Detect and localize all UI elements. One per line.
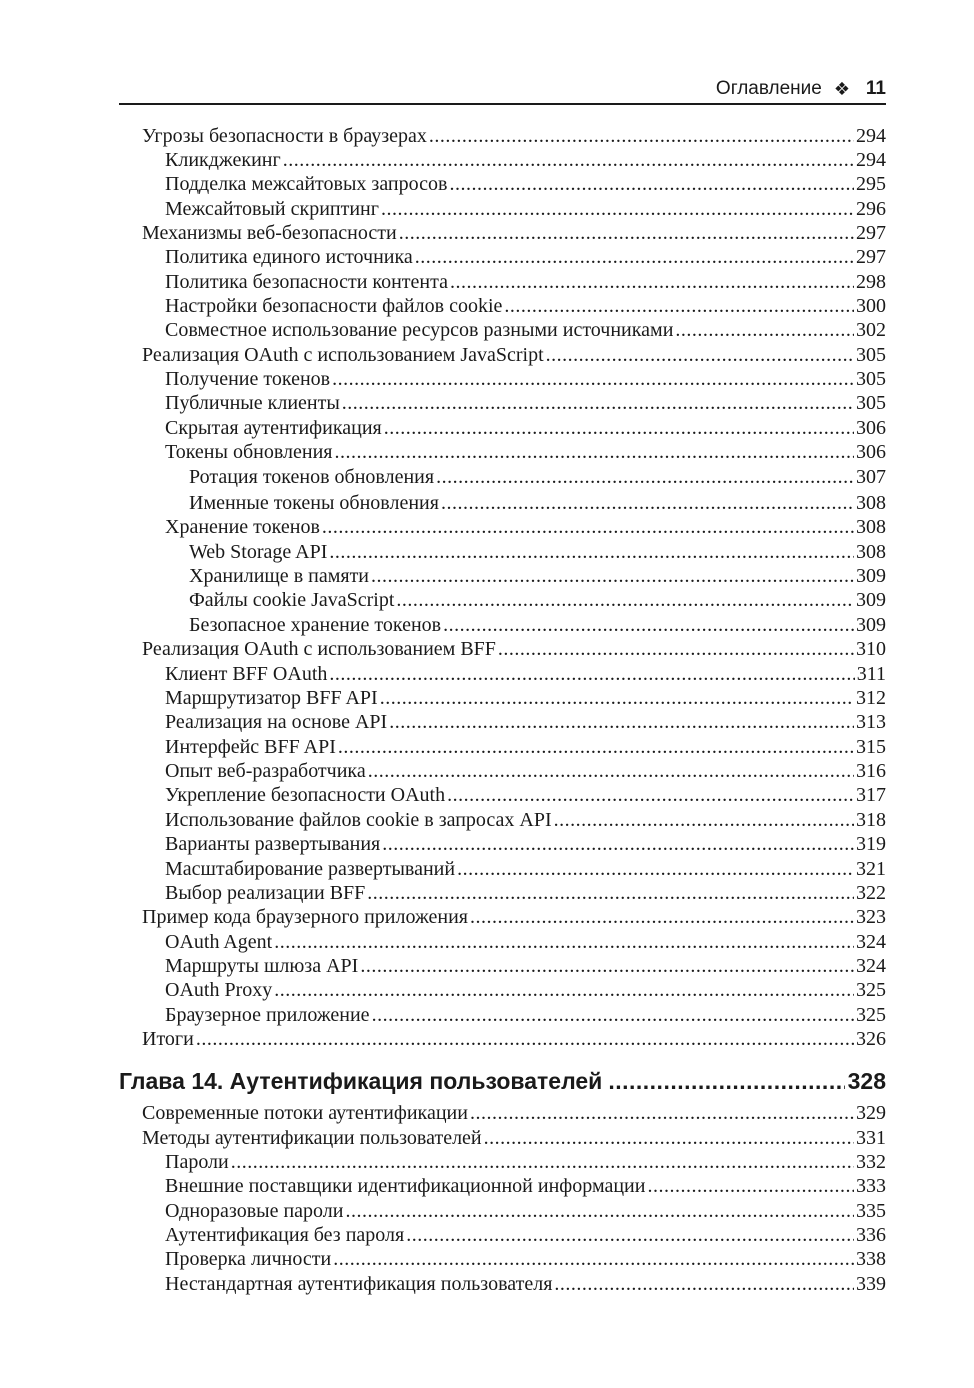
toc-entry-page: 309: [856, 614, 886, 636]
toc-entry-page: 295: [856, 173, 886, 195]
toc-entry-title: Хранение токенов: [165, 516, 320, 538]
toc-entry-page: 336: [856, 1224, 886, 1246]
toc-entry-page: 325: [856, 979, 886, 1001]
toc-entry[interactable]: [142, 637, 886, 661]
toc-entry-title: Выбор реализации BFF: [165, 882, 366, 904]
toc-entry[interactable]: [142, 343, 886, 367]
toc-entry[interactable]: [165, 783, 886, 807]
toc-entry-page: 309: [856, 589, 886, 611]
toc-entry-page: 305: [856, 344, 886, 366]
toc-entry-page: 316: [856, 760, 886, 782]
toc-entry-title: Интерфейс BFF API: [165, 736, 336, 758]
toc-entry-title: Маршруты шлюза API: [165, 955, 359, 977]
dot-leader: [546, 343, 854, 367]
toc-entry-title: Скрытая аутентификация: [165, 417, 382, 439]
dot-leader: [322, 515, 854, 539]
toc-entry-page: 318: [856, 809, 886, 831]
toc-entry[interactable]: [142, 1027, 886, 1051]
toc-entry-title: Политика безопасности контента: [165, 271, 448, 293]
toc-entry[interactable]: [165, 1199, 886, 1223]
toc-entry[interactable]: [165, 270, 886, 294]
toc-entry-title: Кликджекинг: [165, 149, 281, 171]
toc-entry-title: Безопасное хранение токенов: [189, 614, 442, 636]
dot-leader: [450, 270, 854, 294]
toc-entry-title: Ротация токенов обновления: [189, 466, 435, 488]
toc-entry[interactable]: [165, 1223, 886, 1247]
toc-entry-title: OAuth Proxy: [165, 979, 273, 1001]
dot-leader: [368, 759, 854, 783]
toc-entry-title: Внешние поставщики идентификационной информации: [165, 1175, 646, 1197]
toc-entry[interactable]: [165, 515, 886, 539]
toc-entry[interactable]: [165, 245, 886, 269]
toc-entry-page: 294: [856, 125, 886, 147]
toc-entry-title: Подделка межсайтовых запросов: [165, 173, 448, 195]
dot-leader: [360, 954, 854, 978]
toc-entry[interactable]: [142, 1101, 886, 1125]
toc-entry-title: Клиент BFF OAuth: [165, 663, 328, 685]
dot-leader: [332, 367, 854, 391]
dot-leader: [396, 588, 854, 612]
toc-entry-title: Файлы cookie JavaScript: [189, 589, 395, 611]
dot-leader: [457, 857, 854, 881]
toc-entry-title: Итоги: [142, 1028, 194, 1050]
dot-leader: [372, 1003, 854, 1027]
dot-leader: [329, 662, 854, 686]
toc-entry-page: 331: [856, 1127, 886, 1149]
dot-leader: [436, 465, 854, 489]
dot-leader: [334, 440, 854, 464]
toc-entry[interactable]: [165, 197, 886, 221]
dot-leader: [382, 832, 854, 856]
toc-entry[interactable]: [165, 686, 886, 710]
toc-entry-page: 329: [856, 1102, 886, 1124]
toc-entry[interactable]: [165, 710, 886, 734]
toc-entry-page: 317: [856, 784, 886, 806]
dot-leader: [389, 710, 854, 734]
toc-entry-page: 297: [856, 246, 886, 268]
toc-entry[interactable]: [165, 1247, 886, 1271]
dot-leader: [384, 416, 854, 440]
toc-entry-title: Браузерное приложение: [165, 1004, 370, 1026]
toc-entry[interactable]: [165, 1272, 886, 1296]
toc-entry[interactable]: [165, 662, 886, 686]
toc-entry-page: 309: [856, 565, 886, 587]
dot-leader: [554, 808, 854, 832]
toc-entry-page: 319: [856, 833, 886, 855]
toc-entry-title: Политика единого источника: [165, 246, 413, 268]
toc-entry-page: 323: [856, 906, 886, 928]
toc-entry-title: Методы аутентификации пользователей: [142, 1127, 482, 1149]
toc-entry[interactable]: [165, 318, 886, 342]
ornament-icon: ❖: [833, 79, 850, 99]
toc-entry-title: Пример кода браузерного приложения: [142, 906, 469, 928]
toc-entry-title: Маршрутизатор BFF API: [165, 687, 378, 709]
dot-leader: [415, 245, 854, 269]
dot-leader: [283, 148, 854, 172]
toc-entry[interactable]: [165, 391, 886, 415]
dot-leader: [470, 1101, 854, 1125]
dot-leader: [447, 783, 854, 807]
toc-entry[interactable]: [165, 930, 886, 954]
dot-leader: [380, 686, 854, 710]
toc-entry-page: 324: [856, 955, 886, 977]
toc-entry[interactable]: [165, 440, 886, 464]
toc-entry-title: Угрозы безопасности в браузерах: [142, 125, 427, 147]
toc-entry-title: Реализация OAuth с использованием BFF: [142, 638, 496, 660]
toc-entry-page: 311: [856, 663, 886, 685]
dot-leader: [647, 1174, 854, 1198]
toc-entry[interactable]: [189, 491, 886, 515]
toc-entry[interactable]: [165, 857, 886, 881]
toc-entry-page: 308: [856, 541, 886, 563]
toc-entry-page: 325: [856, 1004, 886, 1026]
toc-entry-title: Масштабирование развертываний: [165, 858, 456, 880]
toc-entry-title: Web Storage API: [189, 541, 328, 563]
toc-entry[interactable]: [165, 759, 886, 783]
dot-leader: [470, 905, 854, 929]
dot-leader: [399, 221, 854, 245]
dot-leader: [441, 491, 854, 515]
dot-leader: [345, 1199, 854, 1223]
toc-entry-page: 300: [856, 295, 886, 317]
toc-entry-page: 305: [856, 392, 886, 414]
dot-leader: [333, 1247, 854, 1271]
toc-entry-page: 335: [856, 1200, 886, 1222]
toc-entry[interactable]: [189, 465, 886, 489]
toc-entry-page: 294: [856, 149, 886, 171]
dot-leader: [498, 637, 854, 661]
toc-entry[interactable]: [165, 148, 886, 172]
toc-entry-title: Именные токены обновления: [189, 492, 439, 514]
toc-entry-title: Использование файлов cookie в запросах API: [165, 809, 552, 831]
toc-entry[interactable]: [165, 294, 886, 318]
toc-entry-page: 333: [856, 1175, 886, 1197]
toc-entry-title: OAuth Agent: [165, 931, 273, 953]
toc-entry-page: 310: [856, 638, 886, 660]
toc-entry-page: 306: [856, 441, 886, 463]
toc-entry-page: 308: [856, 516, 886, 538]
dot-leader: [367, 881, 854, 905]
chapter-heading[interactable]: [119, 1067, 886, 1095]
toc-entry[interactable]: [142, 124, 886, 148]
toc-entry-page: 308: [856, 492, 886, 514]
toc-entry-page: 324: [856, 931, 886, 953]
toc-entry[interactable]: [189, 613, 886, 637]
toc-entry-title: Межсайтовый скриптинг: [165, 198, 379, 220]
toc-entry-page: 326: [856, 1028, 886, 1050]
dot-leader: [342, 391, 854, 415]
dot-leader: [196, 1027, 854, 1051]
toc-entry[interactable]: [165, 1150, 886, 1174]
toc-entry[interactable]: [165, 808, 886, 832]
toc-entry-title: Одноразовые пароли: [165, 1200, 344, 1222]
toc-entry-title: Варианты развертывания: [165, 833, 381, 855]
dot-leader: [329, 540, 854, 564]
toc-entry[interactable]: [142, 905, 886, 929]
toc-entry-page: 315: [856, 736, 886, 758]
dot-leader: [406, 1223, 854, 1247]
toc-entry-title: Реализация на основе API: [165, 711, 388, 733]
dot-leader: [675, 318, 854, 342]
dot-leader: [554, 1272, 854, 1296]
toc-entry-title: Пароли: [165, 1151, 229, 1173]
toc-entry-page: 312: [856, 687, 886, 709]
toc-entry-title: Публичные клиенты: [165, 392, 340, 414]
dot-leader: [504, 294, 854, 318]
header-title: Оглавление: [715, 78, 822, 99]
toc-entry[interactable]: [165, 1003, 886, 1027]
toc-entry[interactable]: [165, 881, 886, 905]
toc-entry-page: 339: [856, 1273, 886, 1295]
toc-entry-page: 298: [856, 271, 886, 293]
toc-entry-page: 338: [856, 1248, 886, 1270]
toc-entry[interactable]: [189, 564, 886, 588]
dot-leader: [443, 613, 854, 637]
toc-entry-page: 305: [856, 368, 886, 390]
toc-entry-title: Современные потоки аутентификации: [142, 1102, 468, 1124]
dot-leader: [231, 1150, 854, 1174]
dot-leader: [274, 978, 854, 1002]
toc-entry-page: 306: [856, 417, 886, 439]
dot-leader: [338, 735, 854, 759]
dot-leader: [371, 564, 854, 588]
toc-entry-title: Хранилище в памяти: [189, 565, 370, 587]
dot-leader: [484, 1126, 854, 1150]
chapter-title: Глава 14. Аутентификация пользователей: [119, 1068, 603, 1094]
toc-entry-page: 296: [856, 198, 886, 220]
header-page-number: 11: [865, 78, 886, 99]
toc-entry[interactable]: [165, 954, 886, 978]
toc-entry-title: Аутентификация без пароля: [165, 1224, 405, 1246]
toc-entry-title: Проверка личности: [165, 1248, 332, 1270]
toc-entry-page: 322: [856, 882, 886, 904]
toc-entry[interactable]: [165, 1174, 886, 1198]
chapter-page: 328: [847, 1068, 886, 1094]
toc-entry-title: Реализация OAuth с использованием JavaScript: [142, 344, 544, 366]
toc-entry-page: 321: [856, 858, 886, 880]
toc-entry-page: 313: [856, 711, 886, 733]
toc-entry-title: Токены обновления: [165, 441, 333, 463]
toc-entry[interactable]: [189, 588, 886, 612]
toc-entry[interactable]: [165, 735, 886, 759]
toc-entry[interactable]: [142, 1126, 886, 1150]
dot-leader: [449, 172, 854, 196]
toc-entry-page: 297: [856, 222, 886, 244]
toc-entry[interactable]: [165, 832, 886, 856]
toc-entry-title: Настройки безопасности файлов cookie: [165, 295, 503, 317]
dot-leader: [608, 1067, 844, 1095]
toc-entry[interactable]: [165, 978, 886, 1002]
toc-entry-title: Опыт веб-разработчика: [165, 760, 366, 782]
toc-entry-title: Совместное использование ресурсов разными источниками: [165, 319, 674, 341]
toc-entry-title: Получение токенов: [165, 368, 331, 390]
toc-entry-page: 307: [856, 466, 886, 488]
toc-entry[interactable]: [165, 172, 886, 196]
toc-entry[interactable]: [142, 221, 886, 245]
toc-entry-page: 332: [856, 1151, 886, 1173]
toc-entry-page: 302: [856, 319, 886, 341]
toc-entry[interactable]: [165, 416, 886, 440]
toc-entry-title: Нестандартная аутентификация пользователя: [165, 1273, 553, 1295]
dot-leader: [429, 124, 854, 148]
toc-entry-title: Укрепление безопасности OAuth: [165, 784, 446, 806]
toc-entry[interactable]: [165, 367, 886, 391]
dot-leader: [381, 197, 854, 221]
toc-entry-title: Механизмы веб-безопасности: [142, 222, 397, 244]
toc-entry[interactable]: [189, 540, 886, 564]
dot-leader: [274, 930, 854, 954]
